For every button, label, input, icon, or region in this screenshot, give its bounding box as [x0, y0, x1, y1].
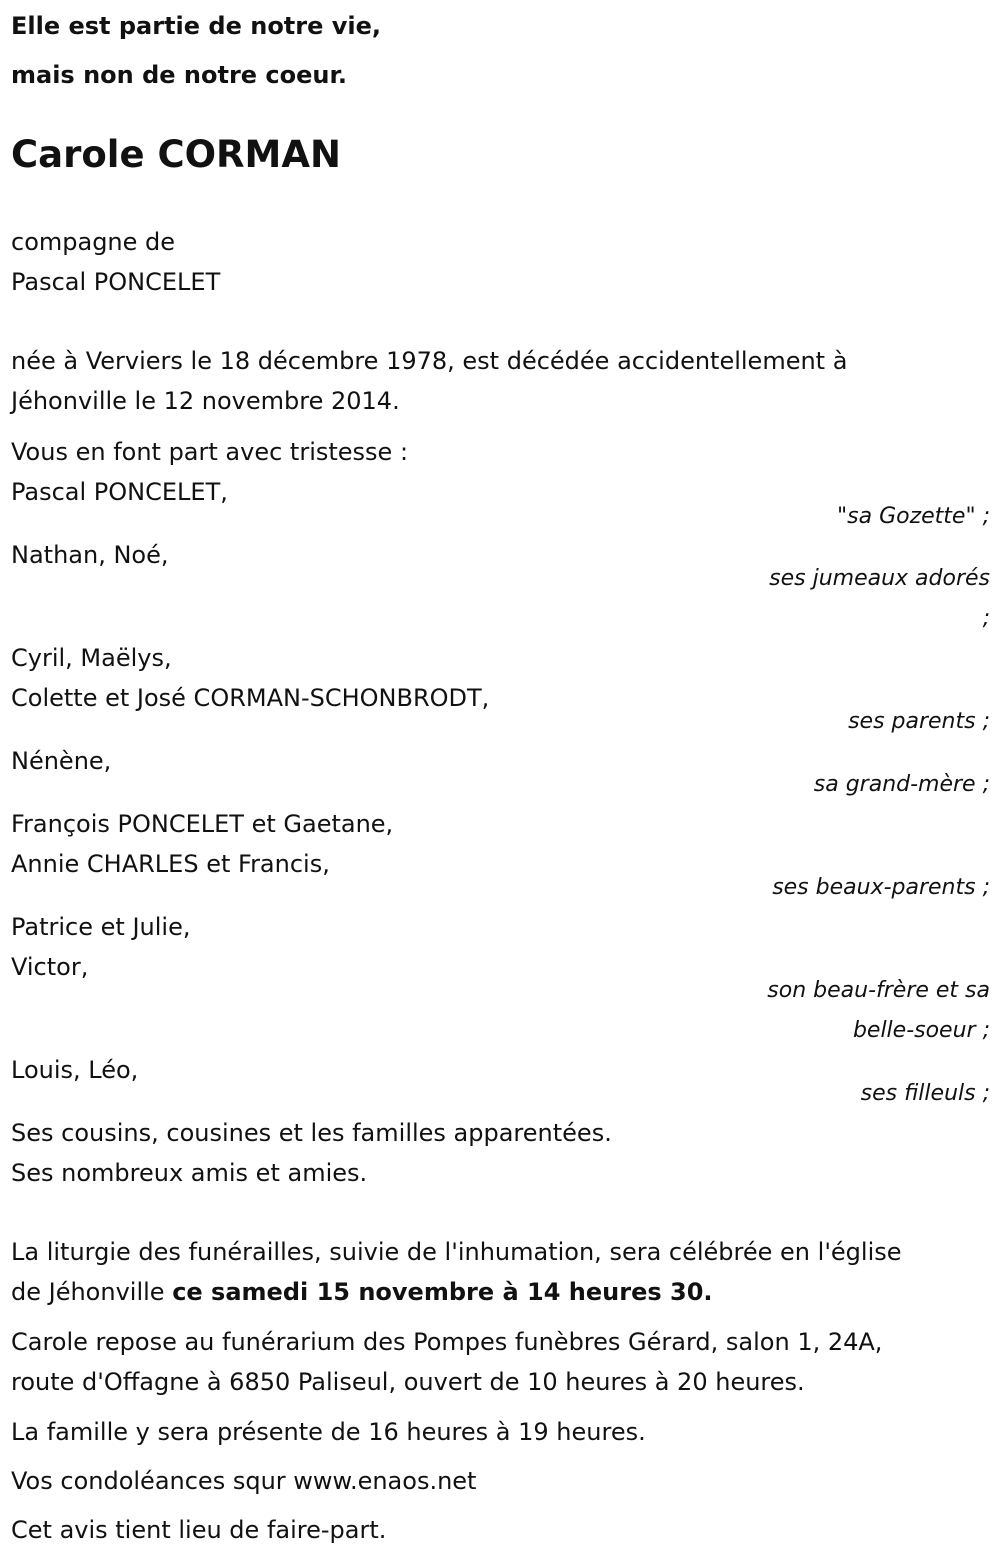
- epitaph-line-1: Elle est partie de notre vie,: [11, 12, 382, 40]
- funeral-line-1: La liturgie des funérailles, suivie de l'inhumation, sera célébrée en l'église: [11, 1238, 902, 1266]
- family-role-pascal: "sa Gozette" ;: [837, 504, 990, 529]
- family-role-annie: ses beaux-parents ;: [772, 875, 990, 900]
- faire-part-notice: Cet avis tient lieu de faire-part.: [11, 1516, 387, 1544]
- epitaph-line-2: mais non de notre coeur.: [11, 61, 348, 89]
- family-cousins: Ses cousins, cousines et les familles apparentées.: [11, 1119, 612, 1147]
- family-member-victor: Victor,: [11, 953, 89, 981]
- birth-death-line-1: née à Verviers le 18 décembre 1978, est décédée accidentellement à: [11, 347, 848, 375]
- funeral-line-2: [11, 1278, 713, 1307]
- family-presence: La famille y sera présente de 16 heures à 19 heures.: [11, 1418, 646, 1446]
- family-member-nenene: Nénène,: [11, 747, 112, 775]
- family-role-nathan-2: ;: [982, 606, 990, 631]
- family-member-nathan: Nathan, Noé,: [11, 541, 169, 569]
- family-member-francois: François PONCELET et Gaetane,: [11, 810, 394, 838]
- family-member-patrice: Patrice et Julie,: [11, 913, 191, 941]
- partner-line-1: compagne de: [11, 228, 176, 256]
- deceased-name: Carole CORMAN: [11, 133, 341, 176]
- funeral-datetime: ce samedi 15 novembre à 14 heures 30.: [172, 1278, 713, 1306]
- family-member-colette: Colette et José CORMAN-SCHONBRODT,: [11, 684, 490, 712]
- family-member-pascal: Pascal PONCELET,: [11, 478, 228, 506]
- family-friends: Ses nombreux amis et amies.: [11, 1159, 368, 1187]
- family-member-cyril: Cyril, Maëlys,: [11, 644, 172, 672]
- repose-line-1: Carole repose au funérarium des Pompes funèbres Gérard, salon 1, 24A,: [11, 1328, 883, 1356]
- funeral-location: de Jéhonville: [11, 1278, 173, 1306]
- family-role-colette: ses parents ;: [848, 709, 990, 734]
- repose-line-2: route d'Offagne à 6850 Paliseul, ouvert de 10 heures à 20 heures.: [11, 1368, 805, 1396]
- family-member-annie: Annie CHARLES et Francis,: [11, 850, 330, 878]
- announce-intro: Vous en font part avec tristesse :: [11, 438, 409, 466]
- family-role-victor-2: belle-soeur ;: [852, 1018, 990, 1043]
- family-role-nathan-1: ses jumeaux adorés: [769, 566, 990, 591]
- family-role-nenene: sa grand-mère ;: [813, 772, 990, 797]
- birth-death-line-2: Jéhonville le 12 novembre 2014.: [11, 387, 400, 415]
- partner-line-2: Pascal PONCELET: [11, 268, 221, 296]
- condolences: Vos condoléances squr www.enaos.net: [11, 1467, 477, 1495]
- family-member-louis: Louis, Léo,: [11, 1056, 139, 1084]
- family-role-louis: ses filleuls ;: [860, 1081, 990, 1106]
- family-role-victor-1: son beau-frère et sa: [767, 978, 990, 1003]
